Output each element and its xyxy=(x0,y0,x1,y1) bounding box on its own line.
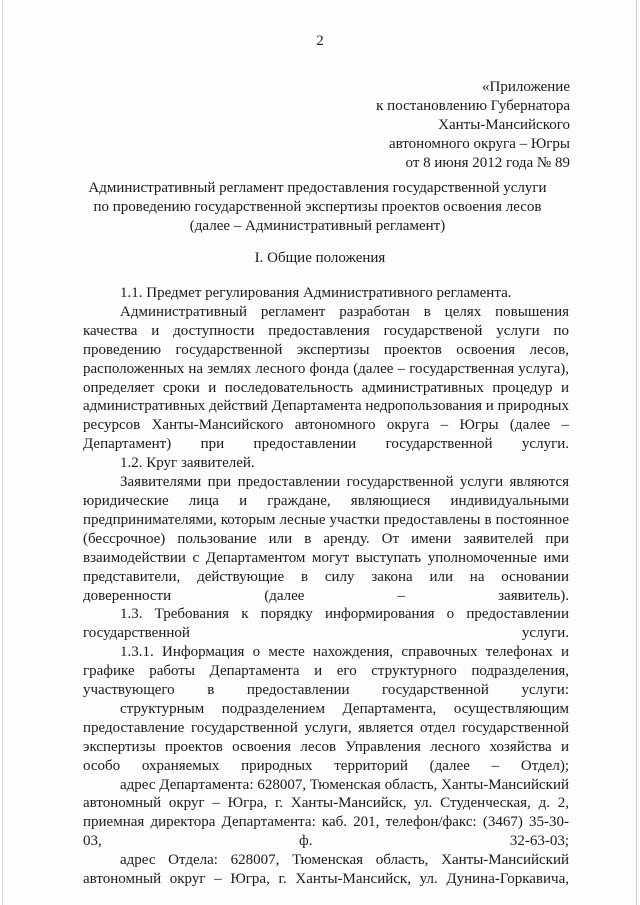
title-line: (далее – Административный регламент) xyxy=(189,218,446,234)
paragraph-1-2: 1.2. Круг заявителей. xyxy=(120,455,255,472)
appendix-line: к постановлению Губернатора xyxy=(376,98,570,114)
paragraph-1-1: 1.1. Предмет регулирования Административного регламента. xyxy=(120,285,512,301)
appendix-line: Ханты-Мансийского xyxy=(438,117,570,133)
paragraph-department-address: адрес Департамента: 628007, Тюменская область, Ханты-Мансийский автономный округ – Югра, г. Ханты-Мансийск, ул. Студенческая, д. 2, приемная директора Департамента: каб. 201, телефон/факс: (3467) 35-30-03, ф. 32-63-03; xyxy=(83,776,569,850)
appendix-line: от 8 июня 2012 года № 89 xyxy=(405,155,570,171)
paragraph-applicants: Заявителями при предоставлении государственной услуги являются юридические лица и граждане, являющиеся индивидуальными предпринимателями, которым лесные участки предоставлены в постоянное (бессрочное) пользование или в аренду. От имени заявителей при взаимодействии с Департаментом могут выступать уполномоченные ими представители, действующие в силу закона или на основании доверенности (далее – заявитель). xyxy=(83,474,569,604)
appendix-line: «Приложение xyxy=(481,79,570,95)
paragraph-office-address: адрес Отдела: 628007, Тюменская область, Ханты-Мансийский автономный округ – Югра, г. Ханты-Мансийск, ул. Дунина-Горкавича, xyxy=(83,852,569,888)
document-body xyxy=(83,284,569,889)
scan-edge-left xyxy=(2,0,3,905)
paragraph-1-3-1: 1.3.1. Информация о месте нахождения, справочных телефонах и графике работы Департамента и его структурного подразделения, участвующего в предоставлении государственной услуги: xyxy=(83,644,569,699)
appendix-block xyxy=(376,78,570,173)
paragraph-structural-unit: структурным подразделением Департамента, осуществляющим предоставление государственной услуги, является отдел государственной экспертизы проектов освоения лесов Управления лесного хозяйства и особо охраняемых природных территорий (далее – Отдел); xyxy=(83,700,569,774)
appendix-line: автономного округа – Югры xyxy=(388,136,570,152)
page-number: 2 xyxy=(316,33,324,49)
section-heading: I. Общие положения xyxy=(254,250,386,266)
paragraph-regulation: Административный регламент разработан в целях повышения качества и доступности предоставления государственой услуги по проведению государственной экспертизы проектов освоения лесов, расположенных на землях лесного фонда (далее – государственная услуга), определяет сроки и последовательность административных процедур и административных действий Департамента недропользования и природных ресурсов Ханты-Мансийского автономного округа – Югры (далее – Департамент) при предоставлении государственной услуги. xyxy=(83,303,569,453)
document-title xyxy=(60,179,575,236)
scan-edge-right xyxy=(636,0,637,905)
paragraph-1-3: 1.3. Требования к порядку информирования о предоставлении государственной услуги. xyxy=(83,606,569,642)
title-line: Административный регламент предоставления государственной услуги xyxy=(88,180,547,196)
title-line: по проведению государственной экспертизы проектов освоения лесов xyxy=(93,199,542,215)
